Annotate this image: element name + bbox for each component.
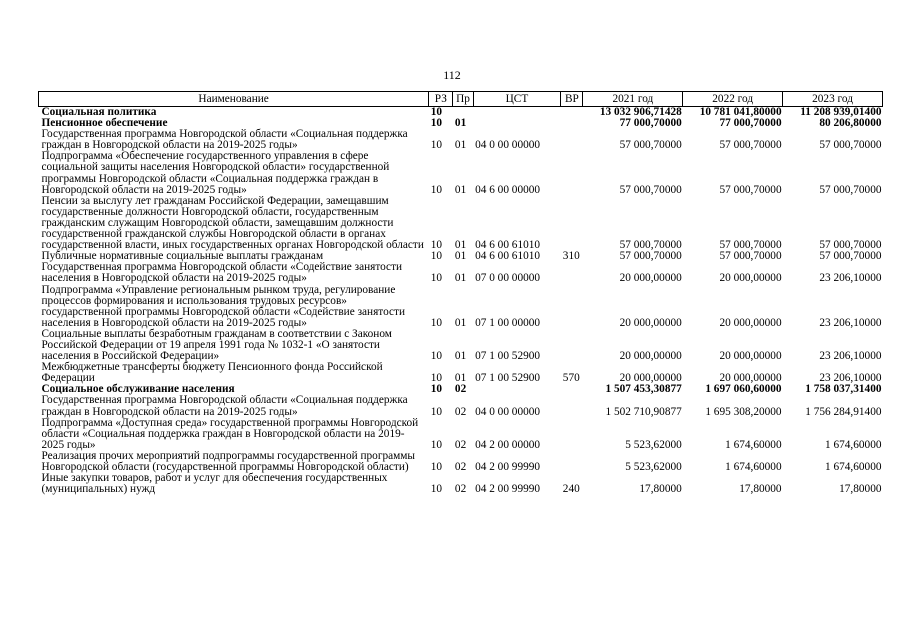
row-cst xyxy=(473,384,561,395)
table-row xyxy=(39,129,883,151)
row-cst: 07 1 00 00000 xyxy=(475,316,541,329)
row-2023: 23 206,10000 xyxy=(819,350,882,363)
row-name: Публичные нормативные социальные выплаты гражданам xyxy=(41,250,324,263)
row-cst: 04 6 00 61010 xyxy=(475,239,541,252)
table-row xyxy=(39,473,883,495)
table-header-row xyxy=(39,92,883,107)
row-vr xyxy=(561,196,583,251)
row-vr xyxy=(561,395,583,417)
row-vr xyxy=(561,129,583,151)
row-2023: 57 000,70000 xyxy=(819,250,882,263)
row-pr: 01 xyxy=(454,272,467,285)
row-rz: 10 xyxy=(430,139,443,152)
table-row xyxy=(39,285,883,329)
header-2023: 2023 год xyxy=(783,92,883,107)
row-rz: 10 xyxy=(430,272,443,285)
row-2023: 1 674,60000 xyxy=(825,438,882,451)
row-cst xyxy=(473,107,561,119)
row-name: Государственная программа Новгородской области «Социальная поддержка граждан в Новгородской области на 2019-2025 годы» xyxy=(41,128,408,152)
header-rz: РЗ xyxy=(429,92,453,107)
row-2022: 57 000,70000 xyxy=(719,183,782,196)
row-rz: 10 xyxy=(430,350,443,363)
row-2022: 1 674,60000 xyxy=(725,461,782,473)
row-name: Реализация прочих мероприятий подпрограммы государственной программы Новгородской области (государственной программы Новгородской области) xyxy=(41,449,415,473)
row-2022: 1 695 308,20000 xyxy=(705,405,782,418)
row-2021: 57 000,70000 xyxy=(619,250,682,263)
row-2023: 23 206,10000 xyxy=(819,316,882,329)
table-body xyxy=(39,107,883,496)
row-name: Подпрограмма «Управление региональным рынком труда, регулирование процессов формирования и использования трудовых ресурсов» государственной программы Новгородской области «Содействие занятости населения в Новгородской области на 2019-2025 годы» xyxy=(41,283,405,329)
row-cst: 04 2 00 00000 xyxy=(475,438,541,451)
row-rz: 10 xyxy=(430,438,443,451)
table-row xyxy=(39,262,883,284)
row-vr: 310 xyxy=(562,250,580,263)
row-vr xyxy=(561,418,583,451)
row-2021: 20 000,00000 xyxy=(619,272,682,285)
row-2022: 57 000,70000 xyxy=(719,239,782,252)
row-2022: 17,80000 xyxy=(739,483,782,496)
row-rz: 10 xyxy=(430,461,443,473)
row-2023: 23 206,10000 xyxy=(819,272,882,285)
row-2021: 5 523,62000 xyxy=(625,461,682,473)
row-2022: 20 000,00000 xyxy=(719,272,782,285)
row-2021: 1 502 710,90877 xyxy=(605,405,682,418)
row-pr: 02 xyxy=(454,461,467,473)
row-2023: 57 000,70000 xyxy=(819,139,882,152)
header-name: Наименование xyxy=(39,92,429,107)
row-name: Иные закупки товаров, работ и услуг для обеспечения государственных (муниципальных) нужд xyxy=(41,472,388,496)
row-vr xyxy=(561,451,583,473)
row-2023: 80 206,80000 xyxy=(819,117,882,130)
row-2021: 17,80000 xyxy=(639,483,682,496)
row-rz: 10 xyxy=(430,316,443,329)
row-2023: 1 674,60000 xyxy=(825,461,882,473)
header-cst: ЦСТ xyxy=(473,92,561,107)
row-2021: 5 523,62000 xyxy=(625,438,682,451)
row-pr: 02 xyxy=(454,383,467,396)
row-vr xyxy=(561,262,583,284)
row-2023: 57 000,70000 xyxy=(819,183,882,196)
row-name: Социальная политика xyxy=(41,106,157,118)
row-vr: 570 xyxy=(562,372,580,385)
row-name: Государственная программа Новгородской области «Содействие занятости населения в Новгородской области на 2019-2025 годы» xyxy=(41,261,403,285)
row-2023: 1 756 284,91400 xyxy=(805,405,882,418)
table-row xyxy=(39,451,883,473)
row-2022: 57 000,70000 xyxy=(719,250,782,263)
table-row xyxy=(39,418,883,451)
row-rz: 10 xyxy=(430,250,443,263)
row-cst: 07 1 00 52900 xyxy=(475,372,541,385)
row-pr: 01 xyxy=(454,183,467,196)
row-pr: 02 xyxy=(454,438,467,451)
row-2022: 1 674,60000 xyxy=(725,438,782,451)
table-row xyxy=(39,362,883,384)
row-cst: 04 2 00 99990 xyxy=(475,483,541,496)
header-2022: 2022 год xyxy=(683,92,783,107)
row-2022: 77 000,70000 xyxy=(719,117,782,130)
row-pr: 01 xyxy=(454,372,467,385)
row-cst: 04 2 00 99990 xyxy=(475,461,541,473)
row-2021: 20 000,00000 xyxy=(619,350,682,363)
row-vr xyxy=(561,329,583,362)
table-row xyxy=(39,329,883,362)
row-2021: 20 000,00000 xyxy=(619,372,682,385)
row-rz: 10 xyxy=(430,383,443,396)
row-pr: 02 xyxy=(454,405,467,418)
row-2023: 17,80000 xyxy=(839,483,882,496)
header-vr: ВР xyxy=(561,92,583,107)
row-2022: 20 000,00000 xyxy=(719,372,782,385)
row-vr xyxy=(561,151,583,195)
row-name: Социальное обслуживание населения xyxy=(41,383,235,396)
row-rz: 10 xyxy=(430,483,443,496)
table-row xyxy=(39,395,883,417)
row-2023: 23 206,10000 xyxy=(819,372,882,385)
row-rz: 10 xyxy=(430,183,443,196)
row-rz: 10 xyxy=(430,106,443,118)
row-vr: 240 xyxy=(562,483,580,496)
row-2022: 57 000,70000 xyxy=(719,139,782,152)
table-row xyxy=(39,196,883,251)
row-pr: 01 xyxy=(454,139,467,152)
row-cst: 04 0 00 00000 xyxy=(475,139,541,152)
row-2023: 57 000,70000 xyxy=(819,239,882,252)
row-pr: 01 xyxy=(454,250,467,263)
row-cst: 04 6 00 00000 xyxy=(475,183,541,196)
row-2022: 10 781 041,80000 xyxy=(699,106,782,118)
row-name: Межбюджетные трансферты бюджету Пенсионного фонда Российской Федерации xyxy=(41,361,383,385)
row-rz: 10 xyxy=(430,372,443,385)
row-cst: 04 0 00 00000 xyxy=(475,405,541,418)
row-vr xyxy=(561,384,583,395)
row-2022: 20 000,00000 xyxy=(719,350,782,363)
row-name: Государственная программа Новгородской области «Социальная поддержка граждан в Новгородской области на 2019-2025 годы» xyxy=(41,394,408,418)
row-pr: 01 xyxy=(454,117,467,130)
row-2021: 1 507 453,30877 xyxy=(605,383,682,396)
row-2021: 13 032 906,71428 xyxy=(599,106,682,118)
row-name: Пенсионное обеспечение xyxy=(41,117,168,130)
row-cst: 07 1 00 52900 xyxy=(475,350,541,363)
row-2022: 1 697 060,60000 xyxy=(705,383,782,396)
row-cst xyxy=(473,118,561,129)
row-2021: 57 000,70000 xyxy=(619,239,682,252)
row-name: Подпрограмма «Обеспечение государственного управления в сфере социальной защиты населения Новгородской области» государственной программы Новгородской области «Социальная поддержка граждан в Новгородской области на 2019-2025 годы» xyxy=(41,150,390,196)
row-rz: 10 xyxy=(430,239,443,252)
row-rz: 10 xyxy=(430,405,443,418)
row-2023: 11 208 939,01400 xyxy=(800,106,882,118)
header-pr: Пр xyxy=(453,92,473,107)
row-name: Социальные выплаты безработным гражданам в соответствии с Законом Российской Федерации от 19 апреля 1991 года № 1032-1 «О занятости населения в Российской Федерации» xyxy=(41,327,392,363)
row-2022: 20 000,00000 xyxy=(719,316,782,329)
budget-table xyxy=(38,91,883,495)
row-vr xyxy=(561,107,583,119)
row-2023: 1 758 037,31400 xyxy=(805,383,882,396)
row-cst: 07 0 00 00000 xyxy=(475,272,541,285)
row-vr xyxy=(561,118,583,129)
row-rz: 10 xyxy=(430,117,443,130)
row-name: Подпрограмма «Доступная среда» государственной программы Новгородской области «Социальная поддержка граждан в Новгородской области на 2019-2025 годы» xyxy=(41,416,419,451)
row-pr: 01 xyxy=(454,350,467,363)
row-vr xyxy=(561,285,583,329)
row-2021: 57 000,70000 xyxy=(619,183,682,196)
row-2021: 77 000,70000 xyxy=(619,117,682,130)
row-cst: 04 6 00 61010 xyxy=(475,250,541,263)
row-2021: 57 000,70000 xyxy=(619,139,682,152)
row-name: Пенсии за выслугу лет гражданам Российской Федерации, замещавшим государственные должности Новгородской области, государственным гражданским служащим Новгородской области, замещавшим должности государственной гражданской службы Новгородской области в органах государственной власти, иных государственных органах Новгородской области xyxy=(41,194,424,252)
table-row xyxy=(39,151,883,195)
row-pr: 01 xyxy=(454,239,467,252)
row-2021: 20 000,00000 xyxy=(619,316,682,329)
row-pr: 02 xyxy=(454,483,467,496)
page-number: 112 xyxy=(443,68,461,82)
header-2021: 2021 год xyxy=(583,92,683,107)
row-pr: 01 xyxy=(454,316,467,329)
